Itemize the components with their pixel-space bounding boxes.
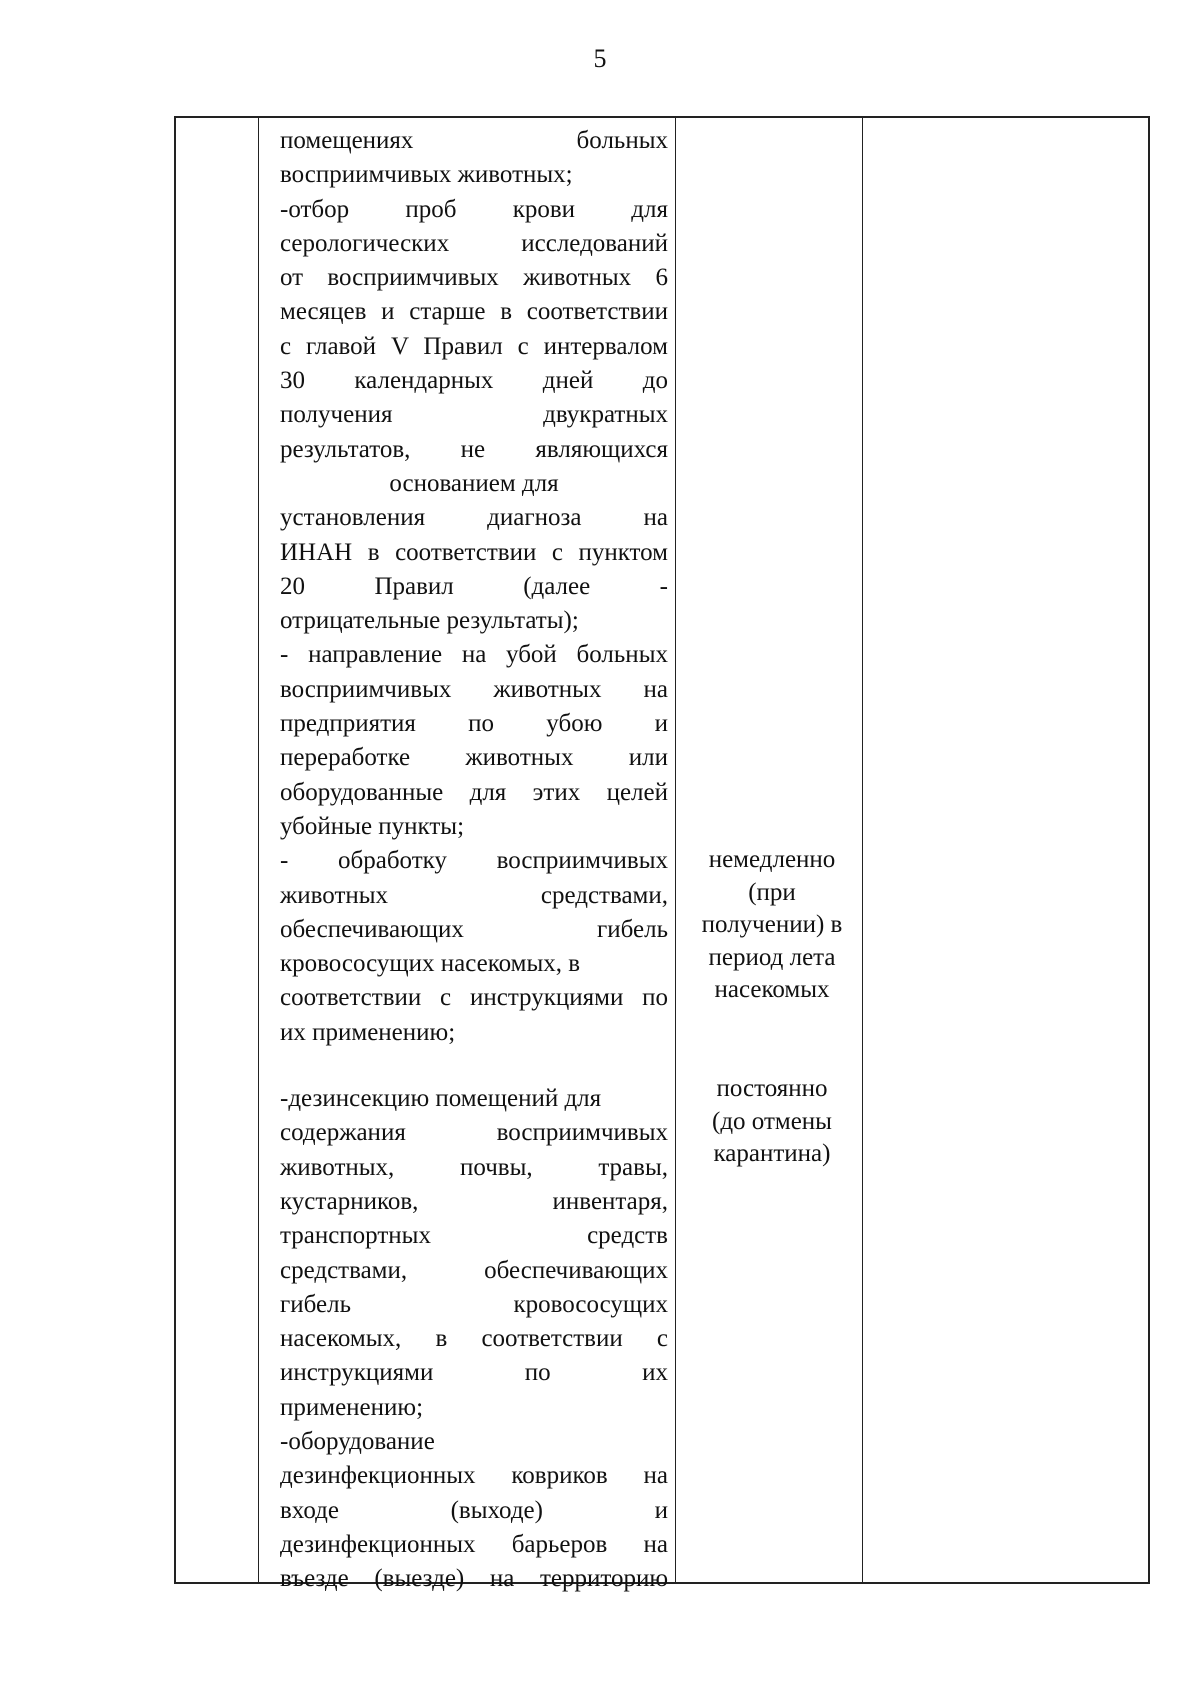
measure-line: -оборудование (280, 1427, 435, 1455)
timing-line: (до отмены (712, 1107, 832, 1135)
timing-cell-immediate (678, 844, 866, 1007)
measure-line: инструкциями по их (280, 1359, 668, 1387)
measure-line: обеспечивающих гибель (280, 915, 668, 943)
measure-line: дезинфекционных ковриков на (280, 1462, 668, 1490)
measure-line: -отбор проб крови для (280, 195, 668, 223)
measure-line: насекомых, в соответствии с (280, 1325, 668, 1353)
measure-line: убойные пункты; (280, 812, 465, 840)
measures-cell (268, 118, 678, 1596)
timing-line: немедленно (708, 846, 836, 873)
measure-line: предприятия по убою и (280, 710, 668, 738)
measure-line: восприимчивых животных на (280, 675, 668, 703)
measure-line: отрицательные результаты); (280, 607, 579, 635)
timing-line: постоянно (716, 1075, 828, 1102)
measure-line: дезинфекционных барьеров на (280, 1530, 668, 1558)
measure-line: от восприимчивых животных 6 (280, 264, 668, 292)
measure-line: кустарников, инвентаря, (280, 1187, 668, 1215)
measure-line: месяцев и старше в соответствии (280, 298, 668, 326)
page-number: 5 (593, 44, 607, 73)
measure-line: основанием для (389, 469, 559, 497)
measure-line: -дезинсекцию помещений для (280, 1085, 602, 1113)
measure-line: - направление на убой больных (280, 641, 668, 669)
timing-line: период лета (708, 943, 836, 971)
measure-line: ИНАН в соответствии с пунктом (280, 538, 668, 566)
measure-line: помещениях больных (280, 127, 668, 154)
measure-line: въезде (выезде) на территорию (280, 1565, 668, 1593)
measure-line: 30 календарных дней до (280, 367, 668, 395)
measure-line: серологических исследований (280, 229, 668, 257)
measure-line: - обработку восприимчивых (280, 847, 668, 875)
measure-line: кровососущих насекомых, в (280, 950, 581, 978)
column-divider (258, 118, 259, 1582)
measure-line: результатов, не являющихся (280, 435, 668, 463)
measure-line: с главой V Правил с интервалом (280, 332, 668, 360)
measure-line: получения двукратных (280, 401, 668, 429)
measure-line: животных, почвы, травы, (280, 1153, 668, 1181)
measure-line: входе (выходе) и (280, 1496, 668, 1524)
measure-line: содержания восприимчивых (280, 1119, 668, 1147)
timing-line: получении) в (701, 911, 843, 938)
measure-line: соответствии с инструкциями по (280, 984, 668, 1012)
measure-line: транспортных средств (280, 1222, 668, 1250)
timing-line: насекомых (714, 976, 830, 1003)
measure-line: восприимчивых животных; (280, 161, 573, 189)
timing-line: карантина) (713, 1140, 831, 1167)
timing-line: (при (748, 878, 796, 906)
measure-line: установления диагноза на (280, 504, 668, 532)
measure-line: оборудованные для этих целей (280, 778, 668, 806)
measure-line: средствами, обеспечивающих (280, 1256, 668, 1284)
measure-line: переработке животных или (280, 744, 668, 772)
timing-cell-permanent (678, 1073, 866, 1171)
measure-line: применению; (280, 1393, 424, 1421)
measures-table (174, 116, 1150, 1593)
measure-line: гибель кровососущих (280, 1290, 668, 1318)
measure-line: животных средствами, (280, 881, 668, 909)
measure-line: 20 Правил (далее - (280, 572, 668, 600)
measure-line: их применению; (280, 1018, 456, 1046)
